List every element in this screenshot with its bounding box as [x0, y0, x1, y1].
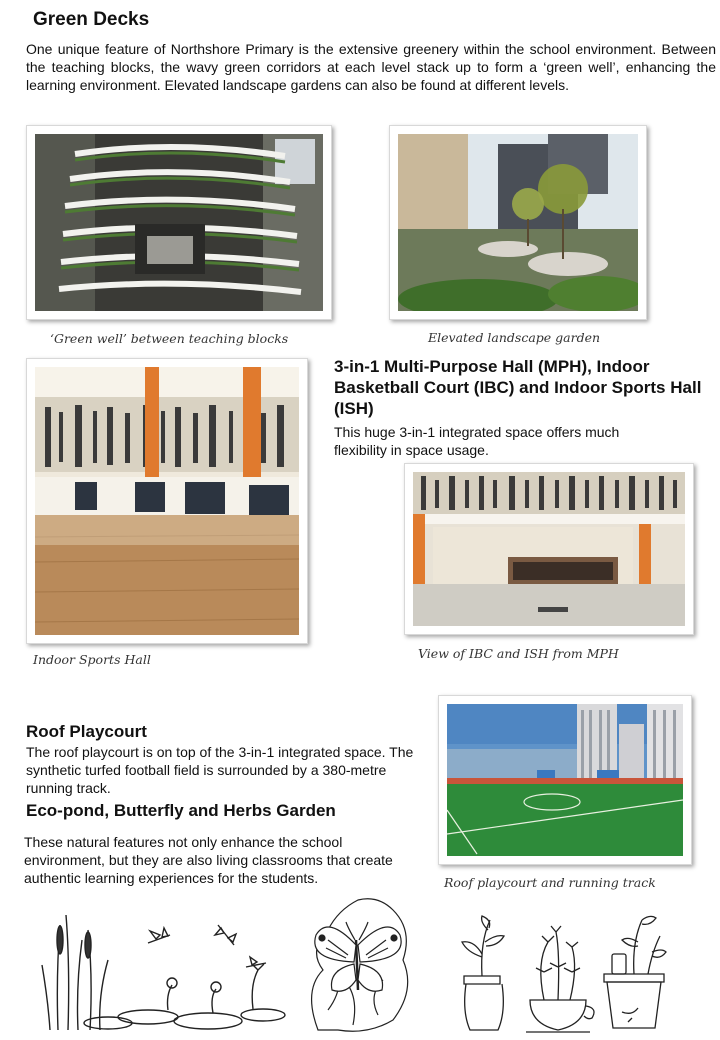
caption-ibc-ish-view: View of IBC and ISH from MPH — [418, 646, 619, 661]
photo-roof-playcourt — [438, 695, 692, 865]
herb-pots-icon — [452, 912, 674, 1034]
hall-paragraph: This huge 3-in-1 integrated space offers much flexibility in space usage. — [334, 424, 620, 458]
hall-heading: 3-in-1 Multi-Purpose Hall (MPH), Indoor Basketball Court (IBC) and Indoor Sports Hall (ISH) — [334, 357, 702, 418]
reeds-dragonfly-icon — [38, 905, 288, 1035]
photo-sports-hall — [26, 358, 308, 644]
butterfly-sketch — [298, 890, 416, 1035]
sports-hall-image — [35, 367, 299, 635]
pond-sketch — [38, 905, 288, 1035]
caption-sports-hall: Indoor Sports Hall — [33, 652, 151, 667]
ibc-ish-image — [413, 472, 685, 626]
photo-ibc-ish-view — [404, 463, 694, 635]
photo-green-well — [26, 125, 332, 320]
herbs-sketch — [452, 912, 674, 1034]
butterfly-icon — [298, 890, 416, 1035]
garden-image — [398, 134, 638, 311]
green-decks-heading: Green Decks — [33, 9, 150, 30]
caption-green-well: ‘Green well’ between teaching blocks — [50, 331, 289, 346]
photo-elevated-garden — [389, 125, 647, 320]
eco-paragraph: These natural features not only enhance the school environment, but they are also living classrooms that create authentic learning experiences for the students. — [24, 834, 393, 886]
roof-playcourt-image — [447, 704, 683, 856]
playcourt-paragraph: The roof playcourt is on top of the 3-in-1 integrated space. The synthetic turfed football field is surrounded by a 380-metre running track. — [26, 744, 414, 796]
green-well-image — [35, 134, 323, 311]
caption-garden: Elevated landscape garden — [428, 330, 601, 345]
green-decks-paragraph: One unique feature of Northshore Primary is the extensive greenery within the school environment. Between the teaching blocks, the wavy green corridors at each level stack up to form a ‘green well’, enhancing the learning environment. Elevated landscape gardens can also be found at different levels. — [26, 41, 716, 93]
eco-heading: Eco-pond, Butterfly and Herbs Garden — [26, 801, 336, 820]
caption-roof-playcourt: Roof playcourt and running track — [444, 875, 656, 890]
playcourt-heading: Roof Playcourt — [26, 722, 147, 741]
